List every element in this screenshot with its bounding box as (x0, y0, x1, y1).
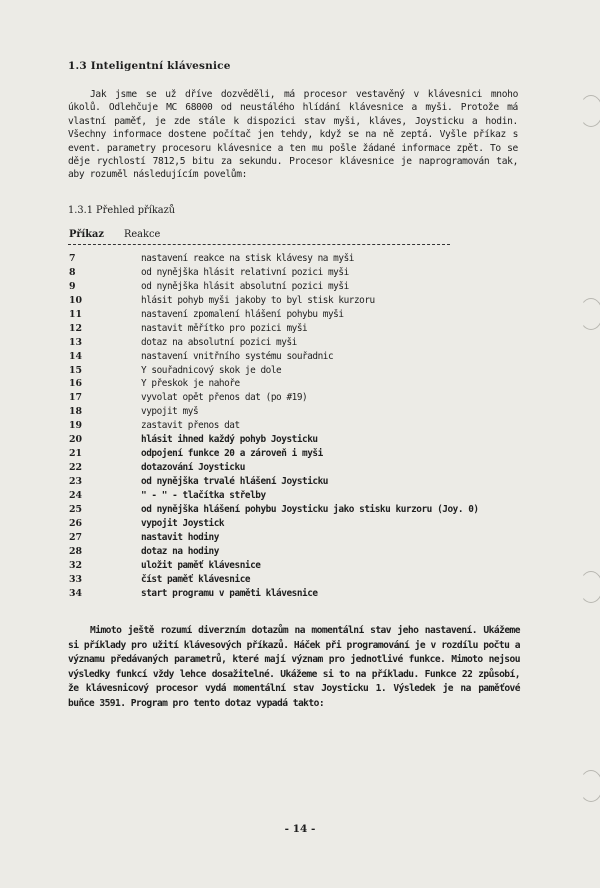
command-number: 19 (69, 420, 83, 432)
command-number: 7 (69, 253, 76, 264)
command-number: 26 (69, 517, 83, 529)
command-number: 27 (69, 531, 83, 543)
command-number: 9 (69, 280, 76, 292)
table-row (69, 502, 539, 516)
command-number: 12 (69, 322, 83, 334)
command-number: 24 (69, 489, 83, 501)
command-reaction: dotazování Joysticku (141, 462, 245, 474)
command-number: 25 (69, 503, 83, 515)
command-number: 11 (69, 308, 83, 320)
table-row (69, 404, 539, 418)
table-row (69, 321, 539, 335)
table-row (69, 474, 539, 488)
command-reaction: hlásit ihned každý pohyb Joysticku (141, 434, 318, 446)
punch-hole-mark (579, 298, 600, 330)
command-number: 23 (69, 476, 83, 487)
table-row (69, 390, 539, 404)
command-reaction: vypojit Joystick (141, 517, 225, 529)
table-row (69, 572, 539, 586)
table-row (69, 488, 539, 502)
command-number: 22 (69, 462, 83, 474)
punch-hole-mark (579, 571, 600, 603)
command-reaction: od nynějška hlásit absolutní pozici myši (141, 280, 349, 292)
table-row (69, 376, 539, 390)
command-reaction: hlásit pohyb myši jakoby to byl stisk kurzoru (141, 294, 375, 306)
table-row (69, 293, 539, 307)
page-number: - 14 - (284, 823, 316, 835)
command-reaction: zastavit přenos dat (141, 420, 240, 432)
command-number: 13 (69, 336, 83, 348)
table-row (69, 265, 539, 279)
command-reaction: Y přeskok je nahoře (141, 378, 240, 390)
command-reaction: dotaz na hodiny (141, 545, 219, 557)
command-reaction: od nynějška hlásit relativní pozici myši (141, 266, 349, 278)
table-row (69, 307, 539, 321)
subsection-title: 1.3.1 Přehled příkazů (68, 205, 176, 216)
command-reaction: odpojení funkce 20 a zároveň i myši (141, 448, 323, 460)
command-number: 14 (69, 350, 83, 362)
table-row (69, 279, 539, 293)
command-number: 18 (69, 406, 83, 418)
command-number: 33 (69, 573, 83, 585)
table-row (69, 460, 539, 474)
column-header-command: Příkaz (69, 229, 104, 240)
table-row (69, 586, 539, 600)
command-reaction: od nynějška hlášení pohybu Joysticku jako stisku kurzoru (Joy. 0) (141, 503, 479, 515)
table-row (69, 446, 539, 460)
table-row (69, 251, 539, 265)
command-reaction: nastavení zpomalení hlášení pohybu myši (141, 308, 344, 320)
command-reaction: vypojit myš (141, 406, 199, 418)
table-row (69, 418, 539, 432)
table-divider (68, 244, 450, 245)
table-row (69, 558, 539, 572)
command-reaction: nastavení reakce na stisk klávesy na myši (141, 253, 354, 264)
command-reaction: uložit paměť klávesnice (141, 559, 261, 571)
command-reaction: dotaz na absolutní pozici myši (141, 336, 297, 348)
command-number: 10 (69, 294, 83, 306)
table-row (69, 335, 539, 349)
column-header-reaction: Reakce (124, 229, 161, 240)
punch-hole-mark (579, 95, 600, 127)
table-row (69, 432, 539, 446)
command-number: 15 (69, 364, 83, 376)
command-table (69, 251, 539, 599)
section-title: 1.3 Inteligentní klávesnice (68, 60, 231, 72)
command-number: 32 (69, 559, 83, 571)
command-reaction: číst paměť klávesnice (141, 573, 251, 585)
outro-paragraph: Mimoto ještě rozumí diverzním dotazům na momentální stav jeho nastavení. Ukážeme si příklady pro užití klávesových příkazů. Háček při programování je v rozdílu počtu a významu předávaných parametrů, které mají význam pro jednotlivé funkce. Mimoto nejsou výsledky funkcí vždy lehce dosažitelné. Ukážeme si to na příkladu. Funkce 22 způsobí, že klávesnicový procesor vydá momentální stav Joysticku 1. Výsledek je na paměťové buňce 3591. Program pro tento dotaz vypadá takto: (68, 625, 520, 709)
table-row (69, 349, 539, 363)
table-row (69, 363, 539, 377)
command-reaction: od nynějška trvalé hlášení Joysticku (141, 476, 328, 487)
command-reaction: Y souřadnicový skok je dole (141, 364, 282, 376)
command-number: 17 (69, 392, 83, 404)
command-reaction: vyvolat opět přenos dat (po #19) (141, 392, 308, 404)
punch-hole-mark (579, 770, 600, 802)
command-reaction: start programu v paměti klávesnice (141, 587, 318, 599)
table-row (69, 530, 539, 544)
command-reaction: nastavit měřítko pro pozici myši (141, 322, 308, 334)
table-row (69, 516, 539, 530)
table-row (69, 544, 539, 558)
command-reaction: nastavení vnitřního systému souřadnic (141, 350, 334, 362)
command-number: 8 (69, 266, 76, 278)
command-number: 20 (69, 434, 83, 446)
command-number: 21 (69, 448, 83, 460)
command-number: 28 (69, 545, 83, 557)
command-number: 16 (69, 378, 83, 390)
intro-paragraph: Jak jsme se už dříve dozvěděli, má procesor vestavěný v klávesnici mnoho úkolů. Odlehčuje MC 68000 od neustálého hlídání klávesnice a myši. Protože má vlastní paměť, je zde stále k dispozici stav myši, kláves, Joysticku a hodin. Všechny informace dostene počítač jen tehdy, když se na ně zeptá. Vyšle příkaz s event. parametry procesoru klávesnice a ten mu pošle žádané informace zpět. To se děje rychlostí 7812,5 bitu za sekundu. Procesor klávesnice je naprogramován tak, aby rozuměl následujícím povelům: (68, 89, 518, 181)
command-number: 34 (69, 587, 83, 599)
command-reaction: " - " - tlačítka střelby (141, 489, 266, 501)
command-reaction: nastavit hodiny (141, 531, 219, 543)
